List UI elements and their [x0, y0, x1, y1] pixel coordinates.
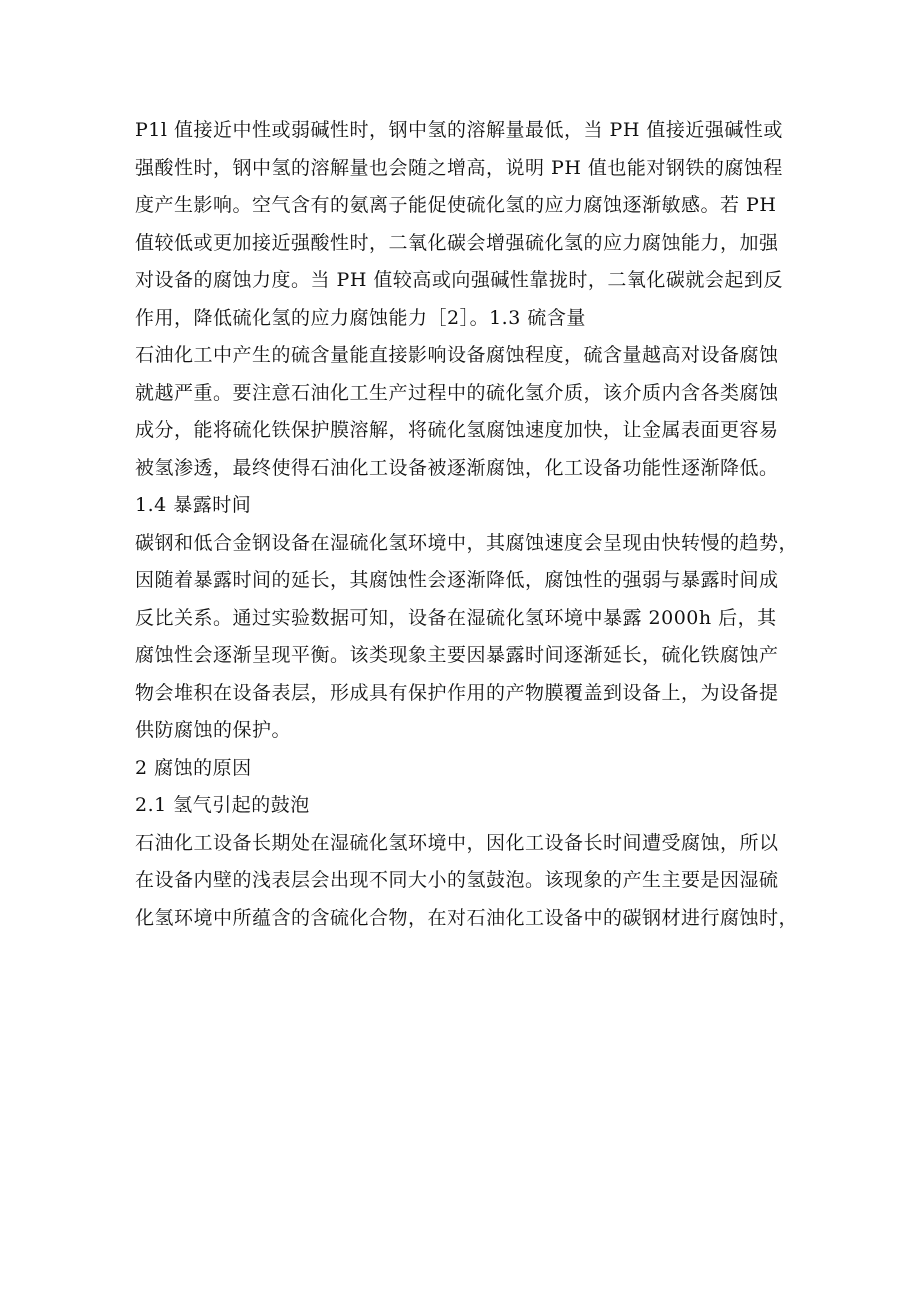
subsection-heading: 2.1 氢气引起的鼓泡 [135, 794, 310, 816]
text-line: 就越严重。要注意石油化工生产过程中的硫化氢介质，该介质内含各类腐蚀 [135, 381, 779, 404]
text-line: 反比关系。通过实验数据可知，设备在湿硫化氢环境中暴露 2000h 后，其 [135, 606, 777, 629]
text-line: 化氢环境中所蕴含的含硫化合物，在对石油化工设备中的碳钢材进行腐蚀时， [135, 906, 799, 929]
section-heading: 1.4 暴露时间 [135, 494, 252, 516]
text-line: 石油化工设备长期处在湿硫化氢环境中，因化工设备长时间遭受腐蚀，所以 [135, 831, 779, 854]
text-line: 对设备的腐蚀力度。当 PH 值较高或向强碱性靠拢时，二氧化碳就会起到反 [135, 269, 783, 291]
text-line: 在设备内壁的浅表层会出现不同大小的氢鼓泡。该现象的产生主要是因湿硫 [135, 869, 779, 891]
text-line: 值较低或更加接近强酸性时，二氧化碳会增强硫化氢的应力腐蚀能力，加强 [135, 231, 779, 254]
text-line: 碳钢和低合金钢设备在湿硫化氢环境中，其腐蚀速度会呈现由快转慢的趋势， [135, 531, 799, 554]
text-line: 腐蚀性会逐渐呈现平衡。该类现象主要因暴露时间逐渐延长，硫化铁腐蚀产 [135, 644, 779, 666]
text-line: 度产生影响。空气含有的氨离子能促使硫化氢的应力腐蚀逐渐敏感。若 PH [135, 194, 777, 216]
text-line: 作用，降低硫化氢的应力腐蚀能力［2］。1.3 硫含量 [135, 306, 586, 329]
text-line: 供防腐蚀的保护。 [135, 719, 292, 741]
text-line: 石油化工中产生的硫含量能直接影响设备腐蚀程度，硫含量越高对设备腐蚀 [135, 344, 779, 366]
text-line: P1l 值接近中性或弱碱性时，钢中氢的溶解量最低，当 PH 值接近强碱性或 [135, 119, 783, 141]
document-body [135, 112, 800, 937]
text-line: 成分，能将硫化铁保护膜溶解，将硫化氢腐蚀速度加快，让金属表面更容易 [135, 419, 779, 441]
text-line: 强酸性时，钢中氢的溶解量也会随之增高，说明 PH 值也能对钢铁的腐蚀程 [135, 156, 783, 179]
text-line: 物会堆积在设备表层，形成具有保护作用的产物膜覆盖到设备上，为设备提 [135, 681, 779, 704]
section-heading: 2 腐蚀的原因 [135, 756, 252, 779]
text-line: 被氢渗透，最终使得石油化工设备被逐渐腐蚀，化工设备功能性逐渐降低。 [135, 456, 779, 479]
text-line: 因随着暴露时间的延长，其腐蚀性会逐渐降低，腐蚀性的强弱与暴露时间成 [135, 569, 779, 591]
